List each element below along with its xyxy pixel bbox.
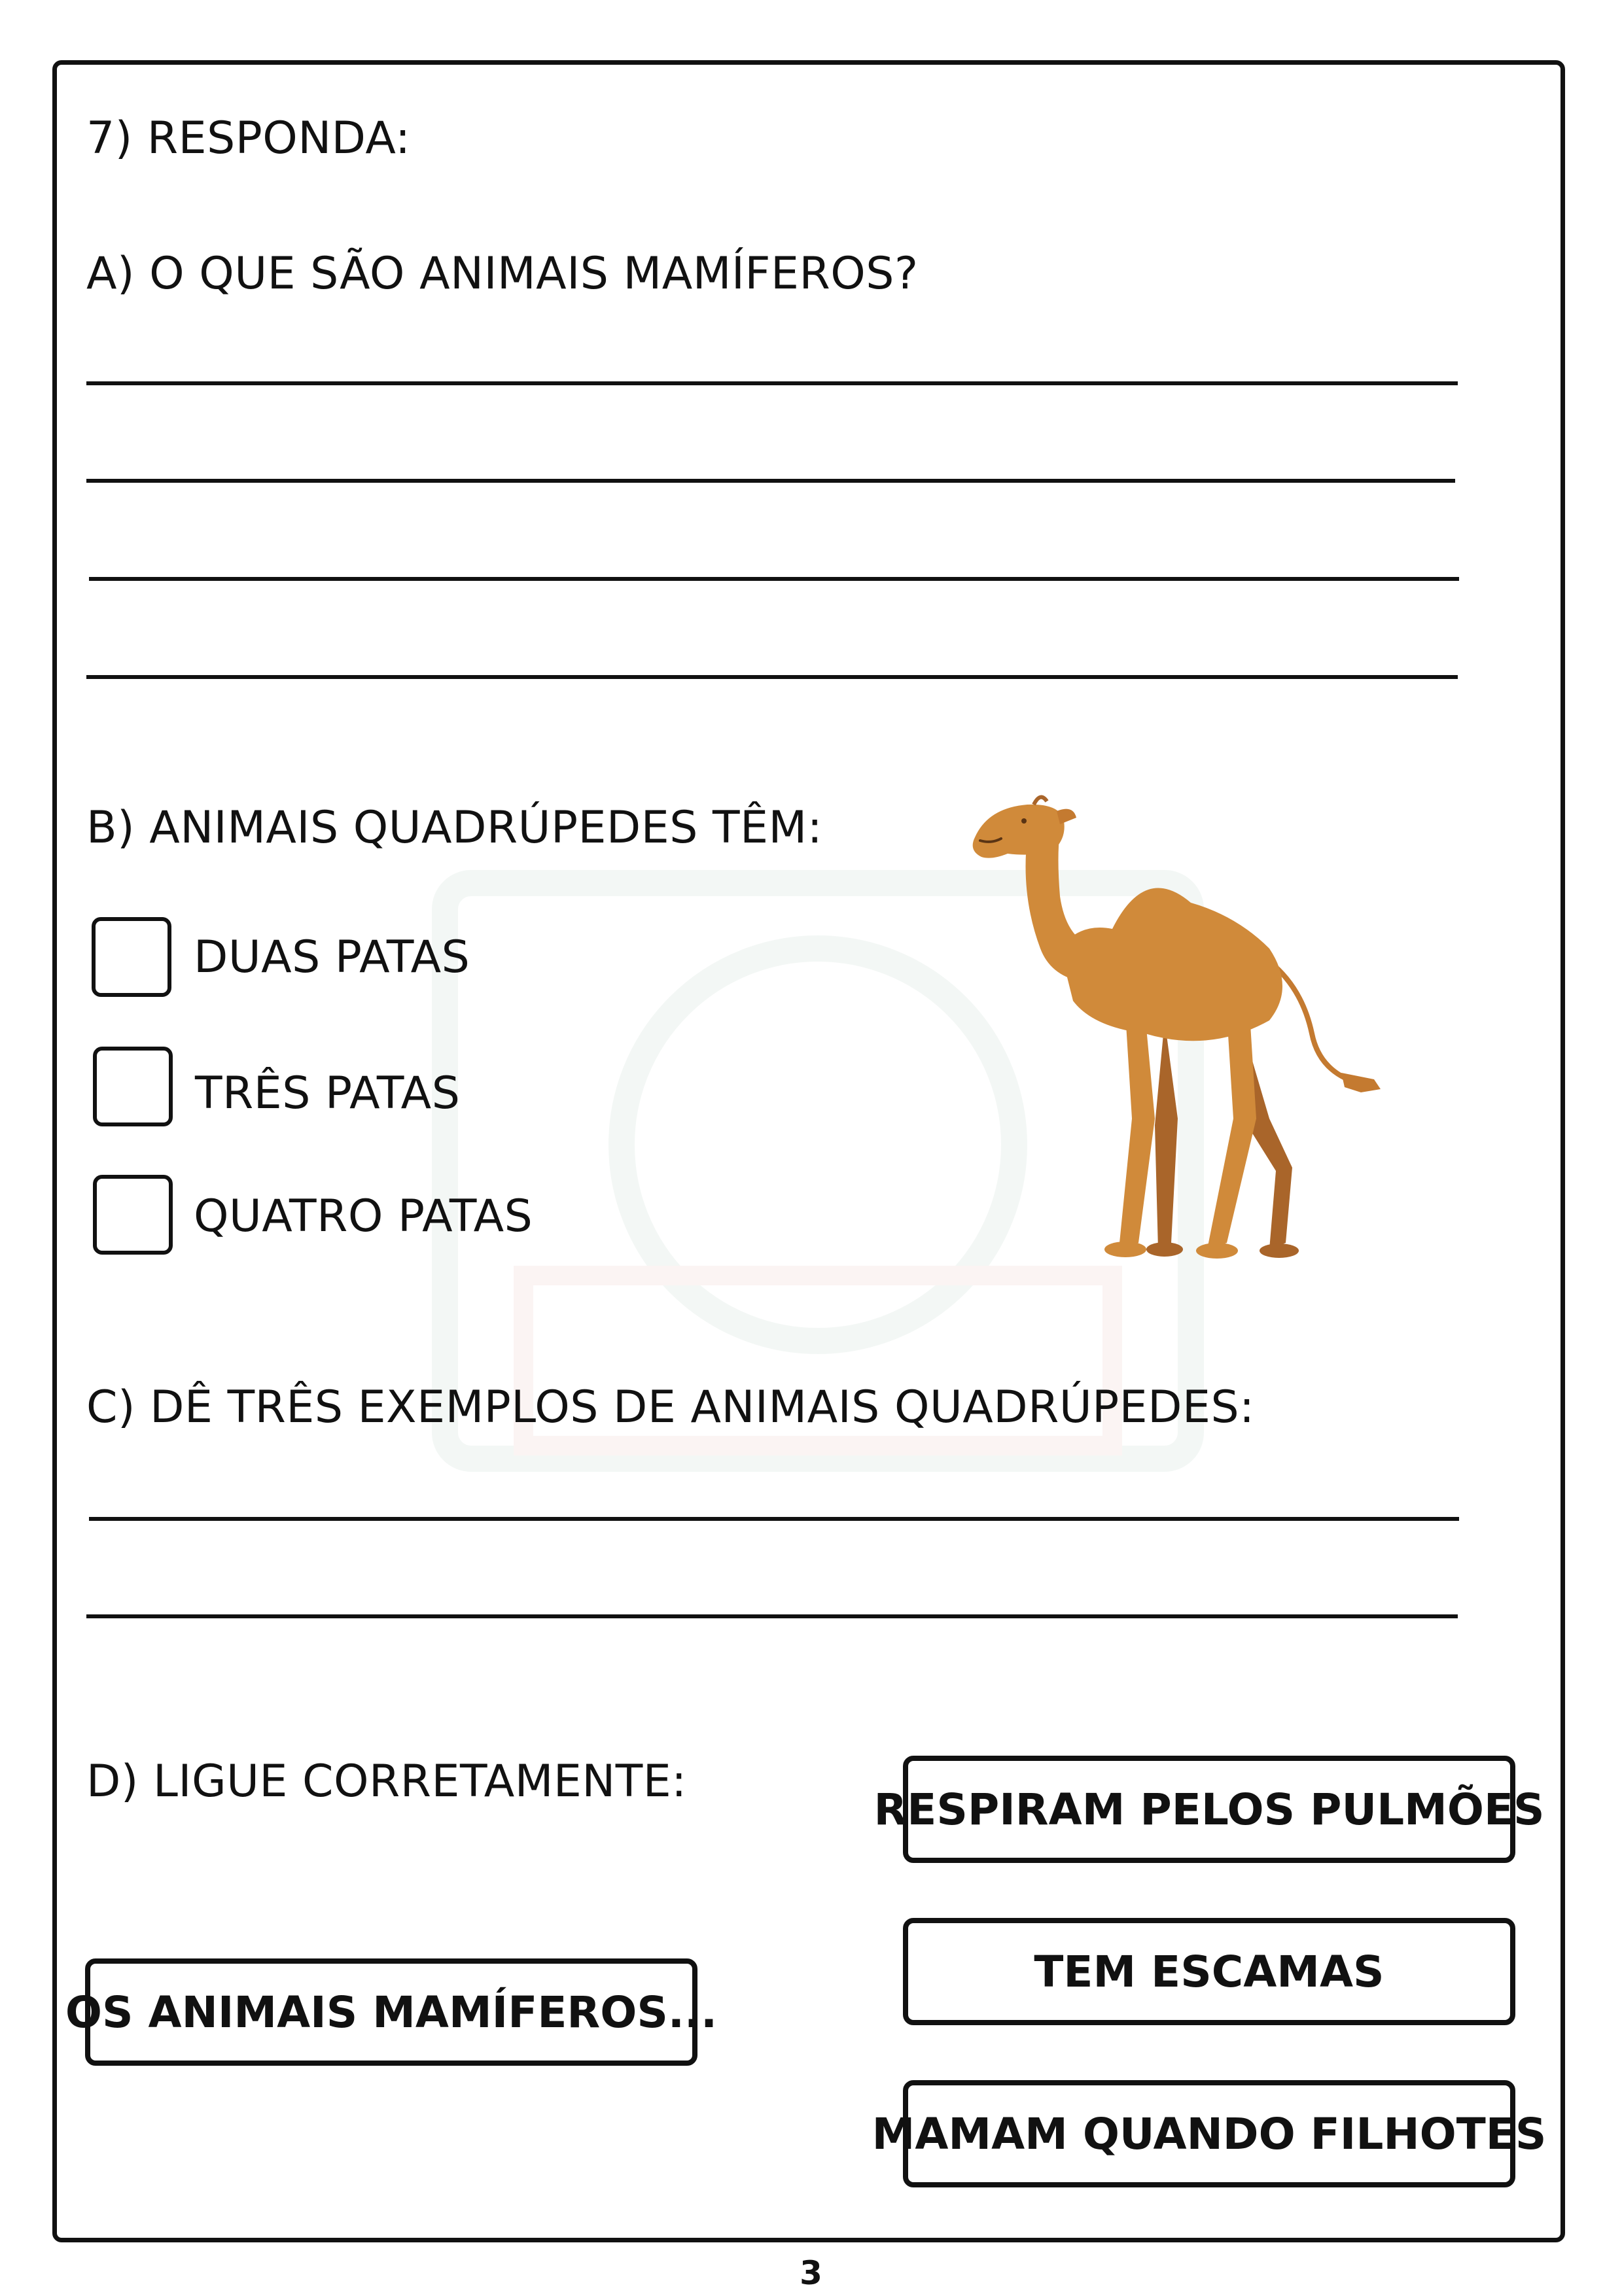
part-c-question: C) DÊ TRÊS EXEMPLOS DE ANIMAIS QUADRÚPEDES: (86, 1382, 1255, 1433)
page-number: 3 (800, 2254, 822, 2292)
match-box-mamam-quando-filhotes[interactable] (872, 2080, 1547, 2187)
part-d-question: D) LIGUE CORRETAMENTE: (86, 1756, 687, 1807)
match-box-label: OS ANIMAIS MAMÍFEROS... (65, 1987, 718, 2038)
match-box-label: RESPIRAM PELOS PULMÕES (873, 1784, 1545, 1835)
option-label: TRÊS PATAS (195, 1068, 461, 1119)
answer-line[interactable] (89, 1517, 1459, 1521)
camel-icon (929, 791, 1413, 1262)
checkbox-quatro-patas[interactable] (93, 1175, 173, 1255)
checkbox-tres-patas[interactable] (93, 1047, 173, 1126)
answer-line[interactable] (89, 577, 1459, 581)
match-box-label: MAMAM QUANDO FILHOTES (872, 2108, 1547, 2159)
answer-line[interactable] (86, 1614, 1458, 1618)
answer-line[interactable] (86, 479, 1455, 483)
match-box-respiram-pelos-pulmoes[interactable] (873, 1756, 1545, 1863)
checkbox-duas-patas[interactable] (92, 917, 171, 997)
answer-line[interactable] (86, 381, 1458, 385)
part-a-question: A) O QUE SÃO ANIMAIS MAMÍFEROS? (86, 248, 919, 300)
question-title: 7) RESPONDA: (86, 113, 411, 164)
option-label: QUATRO PATAS (194, 1191, 533, 1242)
match-box-os-animais-mamiferos[interactable] (65, 1958, 718, 2066)
part-b-question: B) ANIMAIS QUADRÚPEDES TÊM: (86, 802, 823, 854)
match-box-tem-escamas[interactable] (903, 1918, 1515, 2025)
match-box-label: TEM ESCAMAS (1034, 1946, 1384, 1997)
option-label: DUAS PATAS (194, 931, 470, 983)
answer-line[interactable] (86, 675, 1458, 679)
